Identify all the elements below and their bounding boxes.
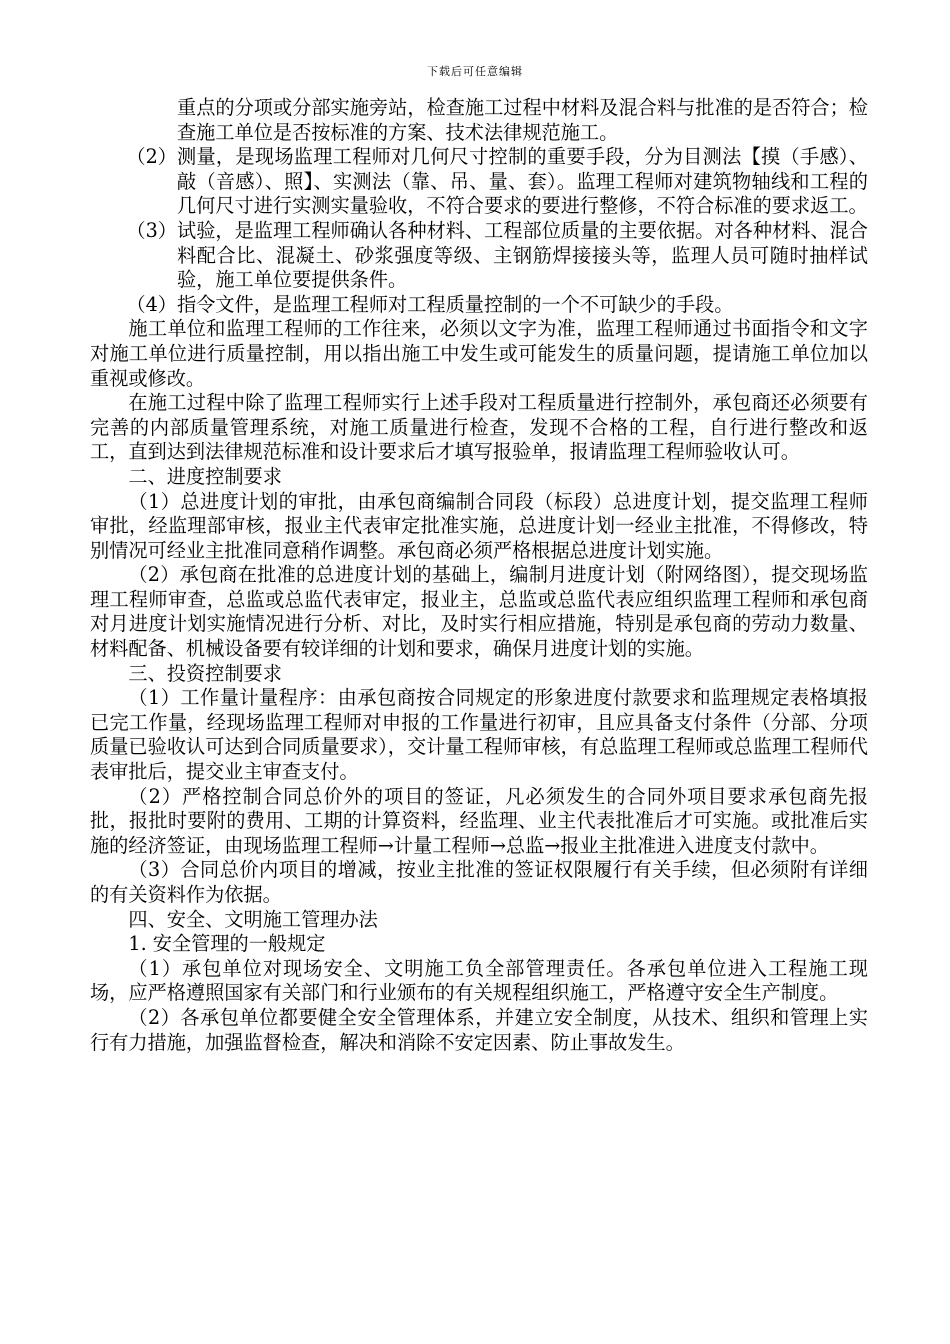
section-heading-schedule: 二、进度控制要求	[128, 464, 282, 488]
paragraph: 在施工过程中除了监理工程师实行上述手段对工程质量进行控制外，承包商还必须要有完善的内部质量管理系统，对施工质量进行检查，发现不合格的工程，自行进行整改和返工，直到达到法律规范标准和设计要求后才填写报验单，报请监理工程师验收认可。	[90, 391, 868, 464]
paragraph: （1）总进度计划的审批，由承包商编制合同段（标段）总进度计划，提交监理工程师审批，经监理部审核，报业主代表审定批准实施，总进度计划一经业主批准，不得修改，特别情况可经业主批准同意稍作调整。承包商必须严格根据总进度计划实施。	[90, 489, 868, 562]
list-item-text: 指令文件，是监理工程师对工程质量控制的一个不可缺少的手段。	[177, 292, 734, 316]
paragraph: （2）各承包单位都要健全安全管理体系，并建立安全制度，从技术、组织和管理上实行有力措施，加强监督检查，解决和消除不安定因素、防止事故发生。	[90, 1005, 868, 1054]
list-item-text: 试验，是监理工程师确认各种材料、工程部位质量的主要依据。对各种材料、混合料配合比、混凝土、砂浆强度等级、主钢筋焊接接头等，监理人员可随时抽样试验，施工单位要提供条件。	[177, 218, 868, 292]
section-heading-investment: 三、投资控制要求	[128, 661, 282, 685]
list-item-number: （4）	[126, 292, 177, 316]
section-heading-safety: 四、安全、文明施工管理办法	[128, 907, 378, 931]
list-item-text: 测量，是现场监理工程师对几何尺寸控制的重要手段，分为目测法【摸（手感）、敲（音感）、照】、实测法（靠、吊、量、套）。监理工程师对建筑物轴线和工程的几何尺寸进行实测实量验收，不符合要求的要进行整修，不符合标准的要求返工。	[177, 145, 868, 218]
paragraph: （3）合同总价内项目的增减，按业主批准的签证权限履行有关手续，但必须附有详细的有关资料作为依据。	[90, 858, 868, 906]
list-item-number: （3）	[126, 218, 177, 242]
page-header: 下载后可任意编辑	[427, 65, 523, 78]
subsection-heading: 1. 安全管理的一般规定	[128, 932, 326, 956]
list-item-instruction	[90, 293, 868, 318]
paragraph: （2）承包商在批准的总进度计划的基础上，编制月进度计划（附网络图），提交现场监理工程师审查，总监或总监代表审定，报业主，总监或总监代表应组织监理工程师和承包商对月进度计划实施情况进行分析、对比，及时实行相应措施，特别是承包商的劳动力数量、材料配备、机械设备要有较详细的计划和要求，确保月进度计划的实施。	[90, 563, 868, 661]
document-body	[90, 96, 868, 1055]
paragraph: （1）工作量计量程序：由承包商按合同规定的形象进度付款要求和监理规定表格填报已完工作量，经现场监理工程师对申报的工作量进行初审，且应具备支付条件（分部、分项质量已验收认可达到合同质量要求），交计量工程师审核，有总监理工程师或总监理工程师代表审批后，提交业主审查支付。	[90, 686, 868, 784]
list-item-testing	[90, 219, 868, 293]
paragraph: 施工单位和监理工程师的工作往来，必须以文字为准，监理工程师通过书面指令和文字对施工单位进行质量控制，用以指出施工中发生或可能发生的质量问题，提请施工单位加以重视或修改。	[90, 317, 868, 390]
list-item-number: （2）	[126, 145, 177, 169]
paragraph: （2）严格控制合同总价外的项目的签证，凡必须发生的合同外项目要求承包商先报批，报批时要附的费用、工期的计算资料，经监理、业主代表批准后才可实施。或批准后实施的经济签证，由现场监理工程师→计量工程师→总监→报业主批准进入进度支付款中。	[90, 784, 868, 857]
paragraph: （1）承包单位对现场安全、文明施工负全部管理责任。各承包单位进入工程施工现场，应严格遵照国家有关部门和行业颁布的有关规程组织施工，严格遵守安全生产制度。	[90, 956, 868, 1005]
list-item-measurement	[90, 145, 868, 219]
list-item-continuation: 重点的分项或分部实施旁站，检查施工过程中材料及混合料与批准的是否符合；检查施工单位是否按标准的方案、技术法律规范施工。	[177, 96, 868, 144]
